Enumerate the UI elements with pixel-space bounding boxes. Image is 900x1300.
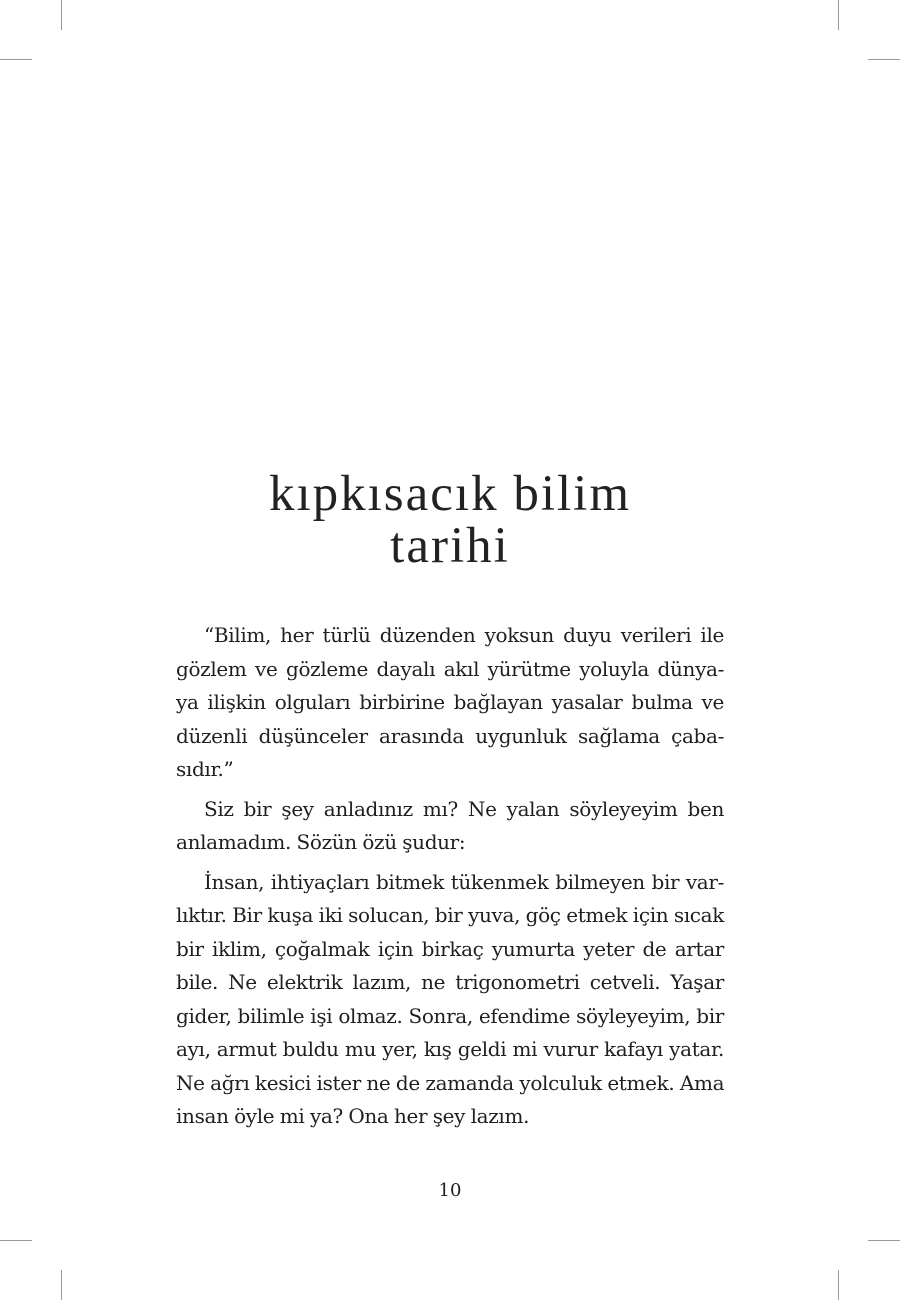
paragraph-line: Ne ağrı kesici ister ne de zamanda yolculuk etmek. Ama xyxy=(176,1070,725,1095)
paragraph-line: ya ilişkin olguları birbirine bağlayan yasalar bulma ve xyxy=(176,690,724,714)
crop-mark-top-left-horizontal xyxy=(0,59,32,60)
body-text xyxy=(176,619,724,1140)
crop-mark-bottom-left-horizontal xyxy=(0,1240,32,1241)
paragraph-line: gider, bilimle işi olmaz. Sonra, efendime söyleyeyim, bir xyxy=(176,1003,724,1028)
crop-mark-top-right-horizontal xyxy=(868,59,900,60)
paragraph-line: Siz bir şey anladınız mı? Ne yalan söyleyeyim ben xyxy=(204,796,724,821)
paragraph-line: İnsan, ihtiyaçları bitmek tükenmek bilmeyen bir var- xyxy=(204,869,724,894)
crop-mark-top-right-vertical xyxy=(838,0,839,30)
crop-mark-bottom-right-horizontal xyxy=(868,1240,900,1241)
paragraph-line: insan öyle mi ya? Ona her şey lazım. xyxy=(176,1104,530,1128)
paragraph-line: bile. Ne elektrik lazım, ne trigonometri cetveli. Yaşar xyxy=(176,970,724,994)
page-number: 10 xyxy=(438,1180,462,1201)
paragraph-line: düzenli düşünceler arasında uygunluk sağlama çaba- xyxy=(176,723,724,748)
chapter-title-line-1: kıpkısacık bilim xyxy=(268,466,632,522)
paragraph xyxy=(176,619,724,787)
paragraph xyxy=(176,866,724,1134)
paragraph-line: sıdır.” xyxy=(176,757,234,781)
paragraph-line: anlamadım. Sözün özü şudur: xyxy=(176,830,466,854)
crop-mark-bottom-right-vertical xyxy=(838,1270,839,1300)
paragraph xyxy=(176,793,724,860)
paragraph-line: “Bilim, her türlü düzenden yoksun duyu verileri ile xyxy=(204,623,724,647)
chapter-title-line-2: tarihi xyxy=(390,518,510,574)
paragraph-line: lıktır. Bir kuşa iki solucan, bir yuva, göç etmek için sıcak xyxy=(176,903,724,927)
paragraph-line: gözlem ve gözleme dayalı akıl yürütme yoluyla dünya- xyxy=(176,656,724,681)
crop-mark-top-left-vertical xyxy=(61,0,62,30)
paragraph-line: bir iklim, çoğalmak için birkaç yumurta yeter de artar xyxy=(176,936,724,961)
paragraph-line: ayı, armut buldu mu yer, kış geldi mi vurur kafayı yatar. xyxy=(176,1037,724,1061)
chapter-title xyxy=(0,468,900,572)
crop-mark-bottom-left-vertical xyxy=(61,1270,62,1300)
